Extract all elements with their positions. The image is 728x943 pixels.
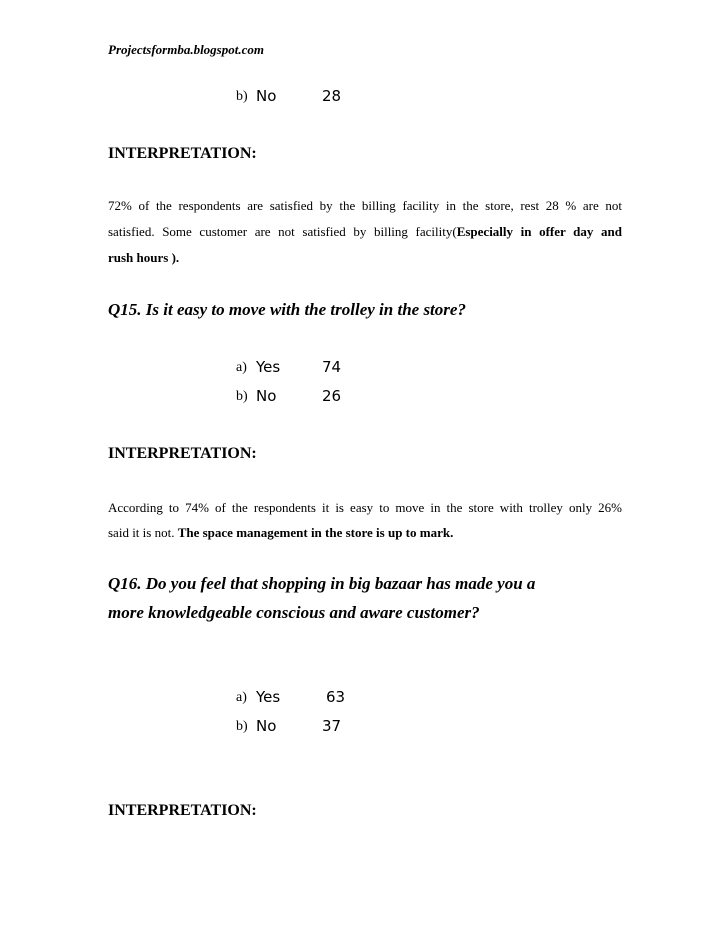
q15-interpretation-line-2 [108, 525, 622, 541]
q15-option-b-letter: b) [236, 389, 248, 404]
q14-interpretation-line-2-normal: satisfied. Some customer are not satisfied by billing facility( [108, 224, 457, 239]
q16-option-a-count: 63 [326, 688, 346, 706]
q16-option-b-letter: b) [236, 719, 248, 734]
q14-option-b-letter: b) [236, 89, 248, 104]
q14-interpretation-line-2 [108, 224, 622, 240]
q15-option-a-label: Yes [256, 358, 281, 376]
q14-option-b-label: No [256, 87, 277, 105]
q15-interpretation-heading: INTERPRETATION: [108, 445, 257, 462]
q16-option-b-label: No [256, 717, 277, 735]
q16-question-line-2: more knowledgeable conscious and aware customer? [108, 603, 480, 622]
q16-option-a-letter: a) [236, 690, 247, 705]
q16-option-a-label: Yes [256, 688, 281, 706]
q15-interpretation-line-2-bold: The space management in the store is up to mark. [177, 525, 454, 540]
q15-question: Q15. Is it easy to move with the trolley in the store? [108, 300, 466, 319]
q14-interpretation-line-3 [108, 250, 622, 266]
q15-interpretation-line-1: According to 74% of the respondents it is easy to move in the store with trolley only 26% [108, 500, 622, 515]
q15-option-b-label: No [256, 387, 277, 405]
q16-question-line-1: Q16. Do you feel that shopping in big bazaar has made you a [108, 574, 536, 593]
q14-interpretation-line-1: 72% of the respondents are satisfied by the billing facility in the store, rest 28 % are not [108, 198, 622, 213]
q14-interpretation-line-2-bold: Especially in offer day and [456, 224, 622, 239]
q14-interpretation-line-3-bold: rush hours ). [108, 250, 180, 265]
q16-option-b-count: 37 [322, 717, 342, 735]
q14-interpretation-heading: INTERPRETATION: [108, 145, 257, 162]
site-header: Projectsformba.blogspot.com [108, 42, 264, 57]
q15-option-a-count: 74 [322, 358, 342, 376]
q16-interpretation-heading: INTERPRETATION: [108, 802, 257, 819]
q15-option-b-count: 26 [322, 387, 342, 405]
q14-option-b-count: 28 [322, 87, 342, 105]
q15-option-a-letter: a) [236, 360, 247, 375]
q15-interpretation-line-2-normal: said it is not. [108, 525, 178, 540]
